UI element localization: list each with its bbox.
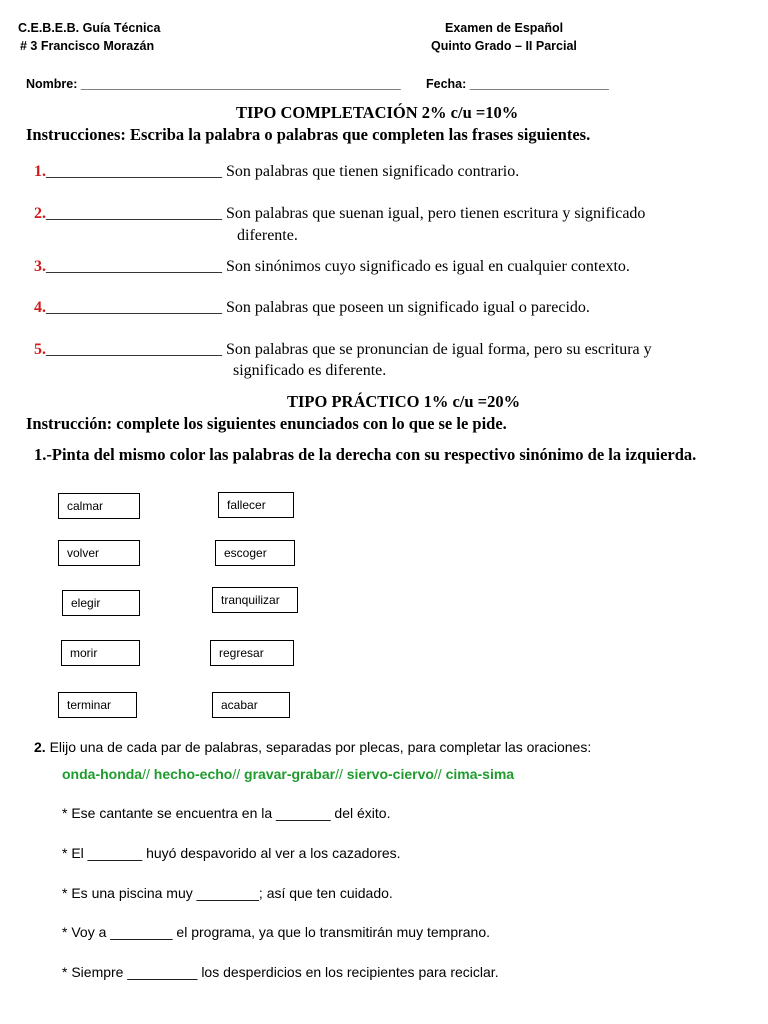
question-number: 1. <box>34 163 46 180</box>
sentence: * El _______ huyó despavorido al ver a los cazadores. <box>62 845 401 861</box>
question-text: Son palabras que se pronuncian de igual forma, pero su escritura y <box>226 341 652 358</box>
left-word-box[interactable]: elegir <box>62 590 140 616</box>
answer-blank[interactable]: ______________________ <box>46 205 222 222</box>
question-text: Son sinónimos cuyo significado es igual en cualquier contexto. <box>226 258 630 275</box>
sentence: * Ese cantante se encuentra en la _______ del éxito. <box>62 805 391 821</box>
word-pair: siervo-ciervo <box>346 766 434 782</box>
right-word-box[interactable]: escoger <box>215 540 295 566</box>
question-text-continued: diferente. <box>237 227 298 244</box>
separator: // <box>335 766 343 782</box>
sentence: * Siempre _________ los desperdicios en los recipientes para reciclar. <box>62 964 499 980</box>
sentence: * Es una piscina muy ________; así que ten cuidado. <box>62 885 393 901</box>
question-number: 4. <box>34 299 46 316</box>
word-pair: gravar-grabar <box>244 766 336 782</box>
answer-blank[interactable]: ______________________ <box>46 299 222 316</box>
question-text: Elijo una de cada par de palabras, separadas por plecas, para completar las oraciones: <box>49 739 592 755</box>
question-5 <box>34 341 652 359</box>
name-field[interactable]: Nombre: ______________________________________________ <box>26 77 401 91</box>
word-pair: cima-sima <box>445 766 515 782</box>
right-word-box[interactable]: regresar <box>210 640 294 666</box>
left-word-box[interactable]: calmar <box>58 493 140 519</box>
date-field[interactable]: Fecha: ____________________ <box>426 77 609 91</box>
answer-blank[interactable]: ______________________ <box>46 258 222 275</box>
answer-blank[interactable]: ______________________ <box>46 341 222 358</box>
word-pairs <box>62 766 514 782</box>
right-word-box[interactable]: tranquilizar <box>212 587 298 613</box>
question-number: 5. <box>34 341 46 358</box>
section2-instruction: Instrucción: complete los siguientes enunciados con lo que se le pide. <box>26 414 507 433</box>
exam-title: Examen de Español <box>445 21 564 35</box>
exam-grade: Quinto Grado – II Parcial <box>431 39 577 53</box>
sentence: * Voy a ________ el programa, ya que lo transmitirán muy temprano. <box>62 924 491 940</box>
left-word-box[interactable]: volver <box>58 540 140 566</box>
separator: // <box>142 766 150 782</box>
section1-title: TIPO COMPLETACIÓN 2% c/u =10% <box>236 103 519 122</box>
practice-question-1: 1.-Pinta del mismo color las palabras de la derecha con su respectivo sinónimo de la izquierda. <box>34 445 697 464</box>
left-word-box[interactable]: terminar <box>58 692 137 718</box>
answer-blank[interactable]: ______________________ <box>46 163 222 180</box>
section2-title: TIPO PRÁCTICO 1% c/u =20% <box>287 392 521 411</box>
question-number: 3. <box>34 258 46 275</box>
question-1 <box>34 163 519 181</box>
separator: // <box>433 766 442 782</box>
question-text: Son palabras que suenan igual, pero tienen escritura y significado <box>226 205 646 222</box>
question-text: Son palabras que tienen significado contrario. <box>226 163 520 180</box>
question-text: Son palabras que poseen un significado igual o parecido. <box>226 299 590 316</box>
section1-instructions: Instrucciones: Escriba la palabra o palabras que completen las frases siguientes. <box>26 125 591 144</box>
school-name: C.E.B.E.B. Guía Técnica <box>18 21 161 35</box>
question-3 <box>34 258 630 276</box>
right-word-box[interactable]: acabar <box>212 692 290 718</box>
word-pair: onda-honda <box>62 766 143 782</box>
right-word-box[interactable]: fallecer <box>218 492 294 518</box>
question-text-continued: significado es diferente. <box>233 362 387 379</box>
word-pair: hecho-echo <box>153 766 233 782</box>
question-number: 2. <box>34 739 46 755</box>
practice-question-2 <box>34 739 591 755</box>
separator: // <box>232 766 241 782</box>
question-4 <box>34 299 590 317</box>
question-2 <box>34 205 645 223</box>
left-word-box[interactable]: morir <box>61 640 140 666</box>
question-number: 2. <box>34 205 46 222</box>
school-number: # 3 Francisco Morazán <box>20 39 155 53</box>
